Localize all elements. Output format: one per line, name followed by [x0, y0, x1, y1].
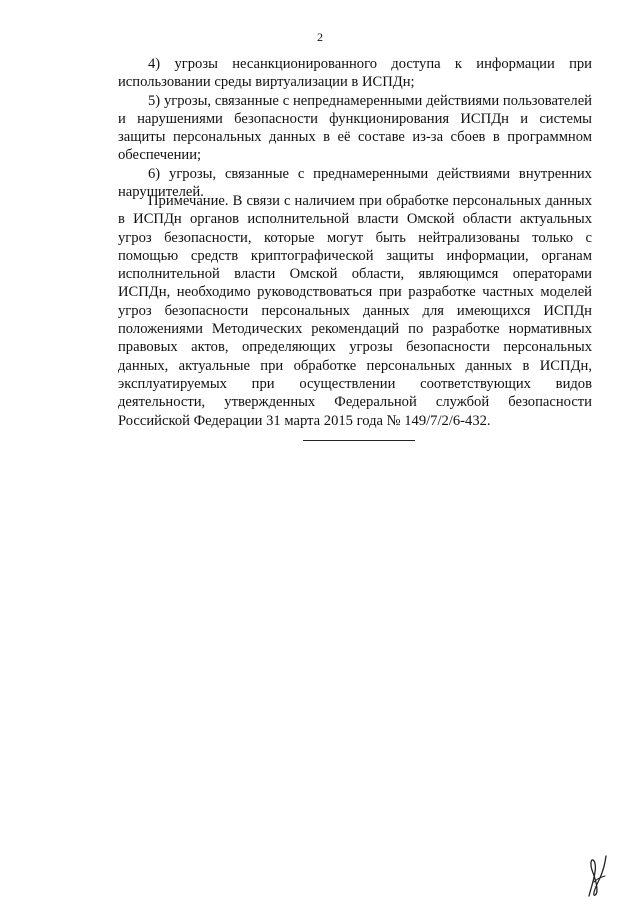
list-item-number: 6)	[148, 165, 161, 182]
note-section	[118, 192, 592, 430]
page-number: 2	[317, 30, 323, 44]
list-item	[118, 55, 592, 92]
threat-list	[118, 55, 592, 201]
list-item-text: угрозы, связанные с преднамеренными действиями внутренних нарушителей.	[118, 165, 592, 201]
end-divider	[303, 440, 415, 441]
list-item-text: угрозы несанкционированного доступа к информации при использовании среды виртуализации в ИСПДн;	[118, 56, 592, 91]
note-paragraph: Примечание. В связи с наличием при обработке персональных данных в ИСПДн органов исполнительной власти Омской области актуальных угроз безопасности, которые могут быть нейтрализованы только с помощью средств криптографической защиты информации, органам исполнительной власти Омской области, являющимся операторами ИСПДн, необходимо руководствоваться при разработке частных моделей угроз безопасности персональных данных для имеющихся ИСПДн положениями Методических рекомендаций по разработке нормативных правовых актов, определяющих угрозы безопасности персональных данных, актуальные при обработке персональных данных в ИСПДн, эксплуатируемых при осуществлении соответствующих видов деятельности, утвержденных Федеральной службой безопасности Российской Федерации 31 марта 2015 года № 149/7/2/6-432.	[118, 193, 592, 429]
list-item-number: 4)	[148, 56, 161, 72]
list-item-number: 5)	[148, 92, 161, 109]
list-item	[118, 92, 592, 165]
list-item-text: угрозы, связанные с непреднамеренными действиями пользователей и нарушениями безопасности функционирования ИСПДн и системы защиты персональных данных в её составе из-за сбоев в программном обеспечении;	[118, 92, 592, 164]
signature-icon	[585, 852, 609, 898]
